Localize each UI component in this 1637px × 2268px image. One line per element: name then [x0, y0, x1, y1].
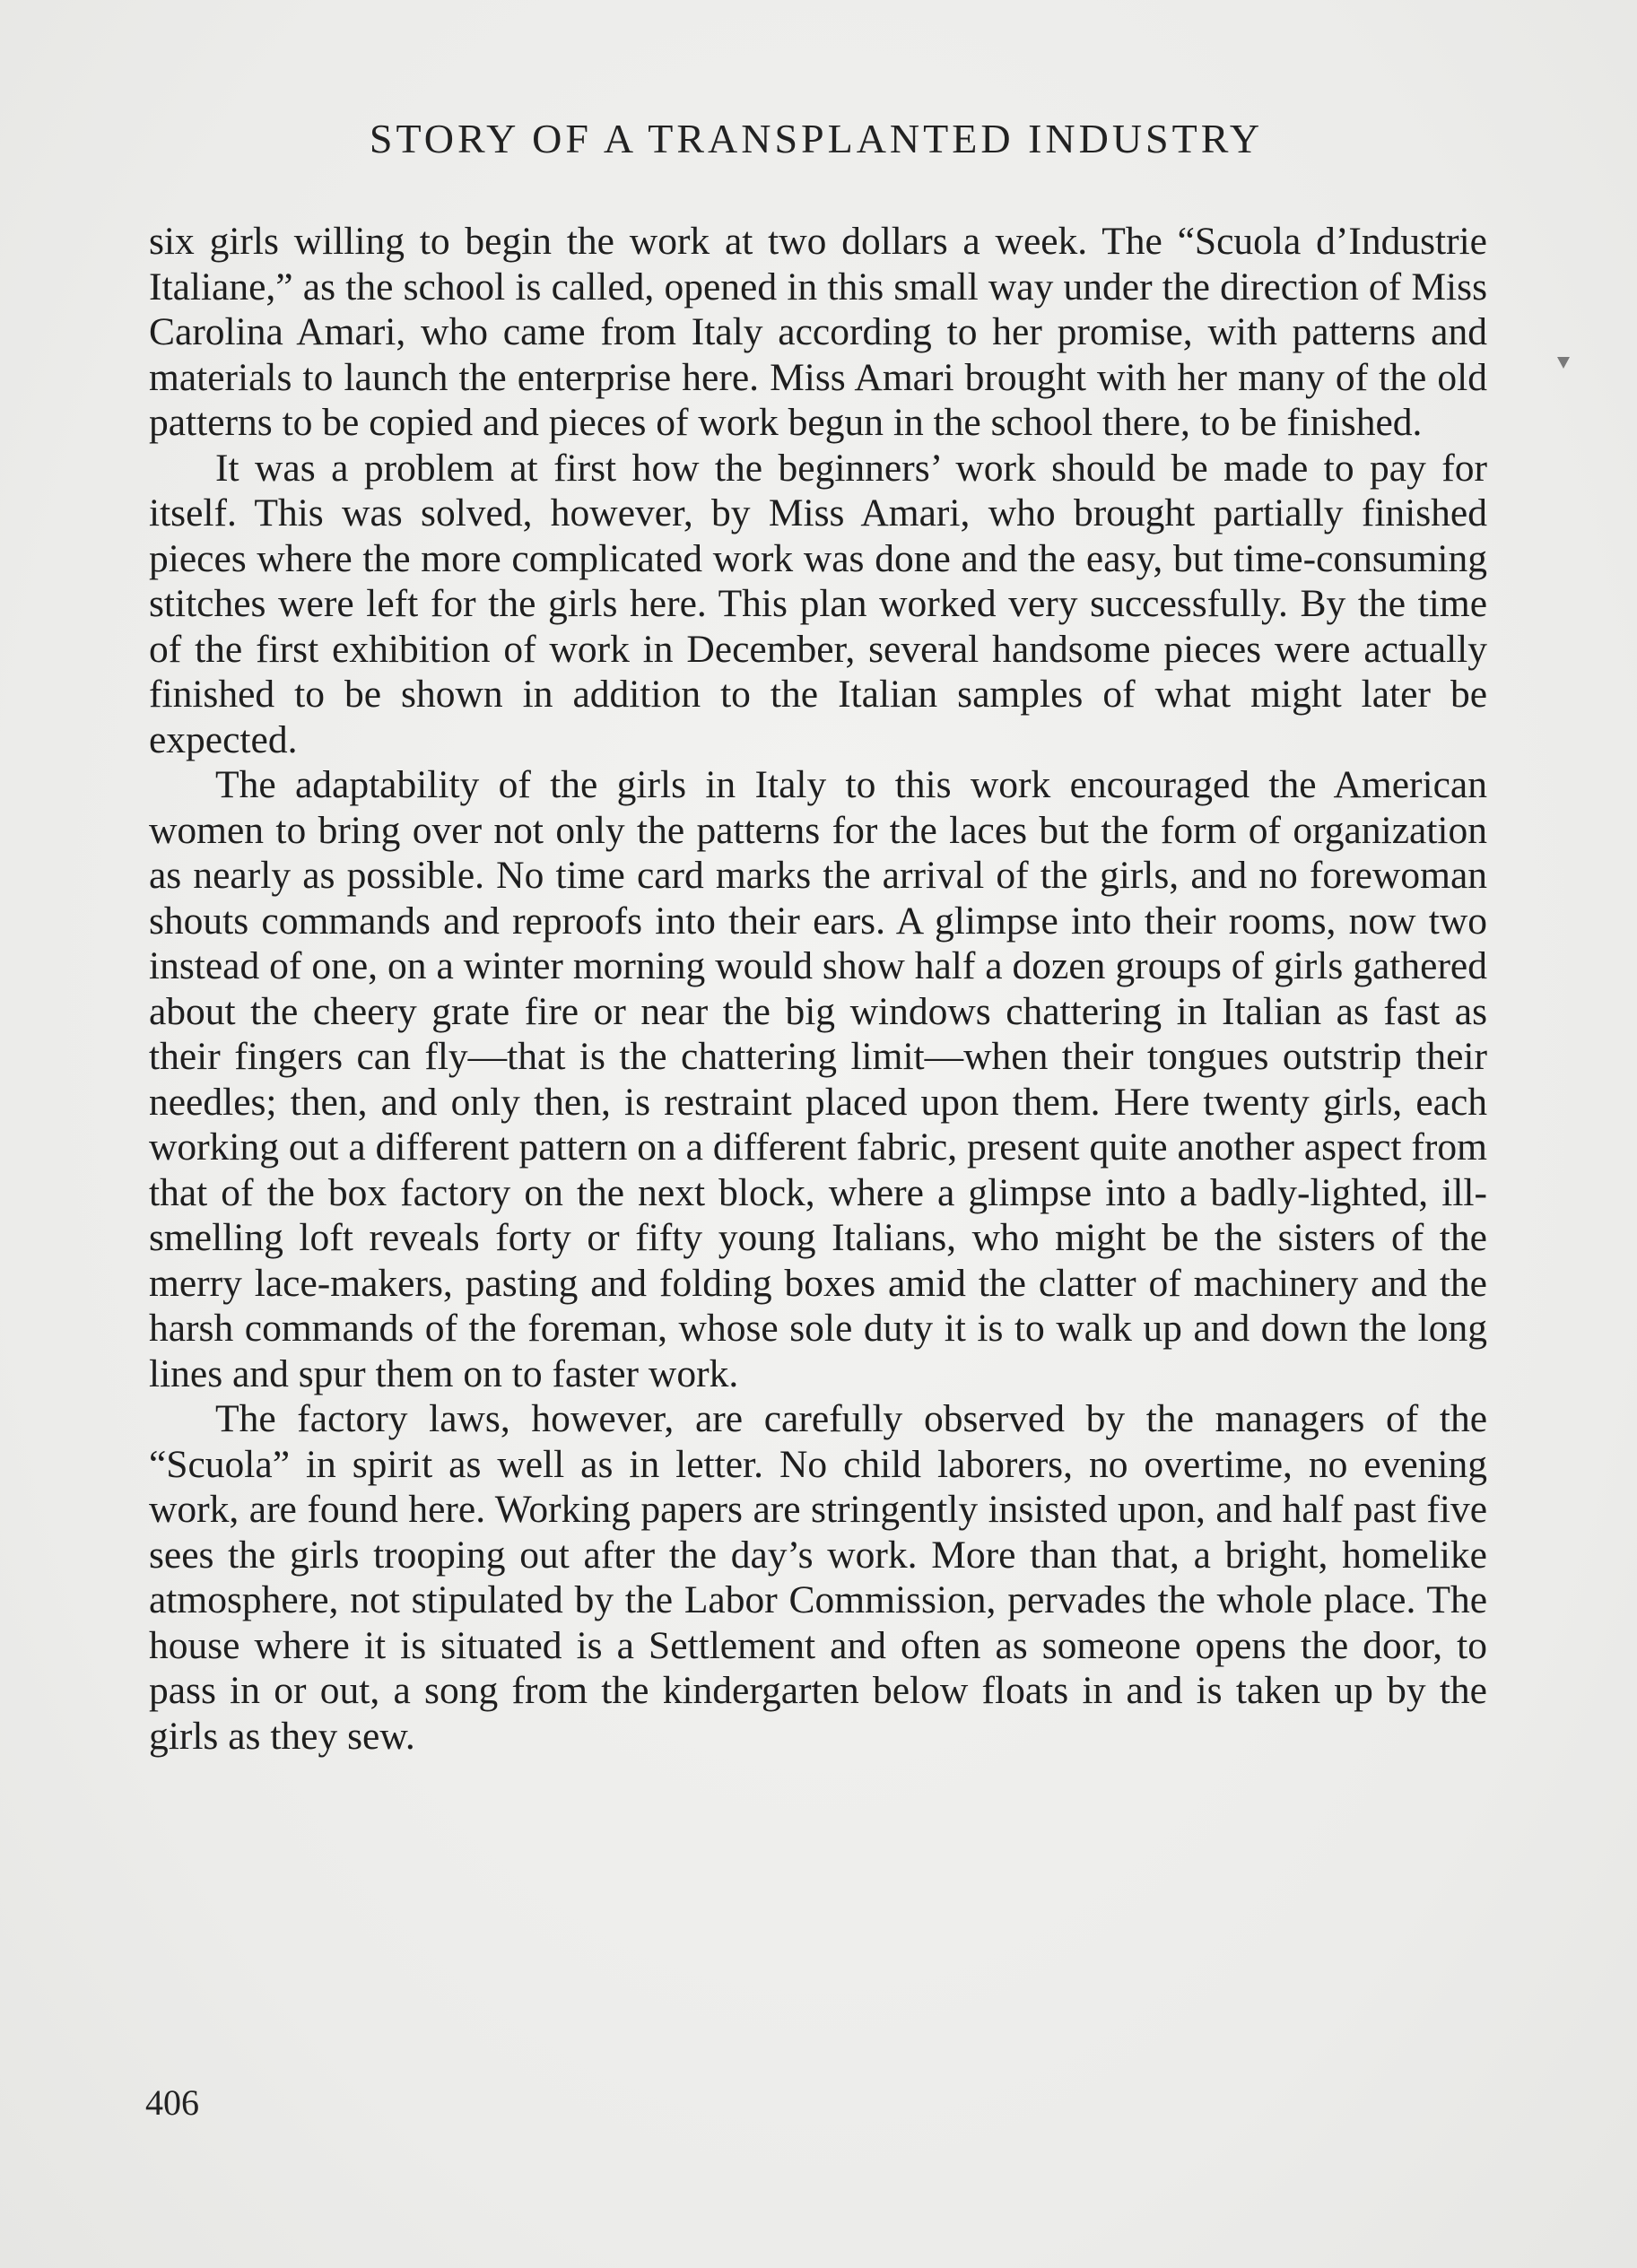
running-head: STORY OF A TRANSPLANTED INDUSTRY [369, 116, 1264, 161]
page-number: 406 [145, 2082, 199, 2123]
paragraph-3: The adaptability of the girls in Italy to this work encouraged the American women to bring over not only the patterns for the laces but the form of organization as nearly as possible. No time card marks the arrival of the girls, and no forewoman shouts commands and reproofs into their ears. A glimpse into their rooms, now two instead of one, on a winter morning would show half a dozen groups of girls gathered about the cheery grate fire or near the big windows chattering in Italian as fast as their fingers can fly—that is the chattering limit—when their tongues outstrip their needles; then, and only then, is restraint placed upon them. Here twenty girls, each working out a different pattern on a different fabric, present quite another aspect from that of the box factory on the next block, where a glimpse into a badly-lighted, ill-smelling loft reveals forty or fifty young Italians, who might be the sisters of the merry lace-makers, pasting and folding boxes amid the clatter of machinery and the harsh commands of the foreman, whose sole duty it is to walk up and down the long lines and spur them on to faster work. [149, 763, 1487, 1395]
paragraph-4: The factory laws, however, are carefully observed by the managers of the “Scuola” in spirit as well as in letter. No child laborers, no overtime, no evening work, are found here. Working papers are stringently insisted upon, and half past five sees the girls trooping out after the day’s work. More than that, a bright, homelike atmosphere, not stipulated by the Labor Commission, pervades the whole place. The house where it is situated is a Settlement and often as someone opens the door, to pass in or out, a song from the kindergarten below floats in and is taken up by the girls as they sew. [149, 1397, 1487, 1758]
margin-mark-icon [1557, 357, 1570, 369]
body-text [149, 219, 1487, 1759]
paragraph-2: It was a problem at first how the beginners’ work should be made to pay for itself. This was solved, however, by Miss Amari, who brought partially finished pieces where the more complicated work was done and the easy, but time-consuming stitches were left for the girls here. This plan worked very successfully. By the time of the first exhibition of work in December, several handsome pieces were actually finished to be shown in addition to the Italian samples of what might later be expected. [149, 446, 1487, 761]
paragraph-1: six girls willing to begin the work at two dollars a week. The “Scuola d’Industrie Italiane,” as the school is called, opened in this small way under the direction of Miss Carolina Amari, who came from Italy according to her promise, with patterns and materials to launch the enterprise here. Miss Amari brought with her many of the old patterns to be copied and pieces of work begun in the school there, to be finished. [149, 220, 1487, 444]
